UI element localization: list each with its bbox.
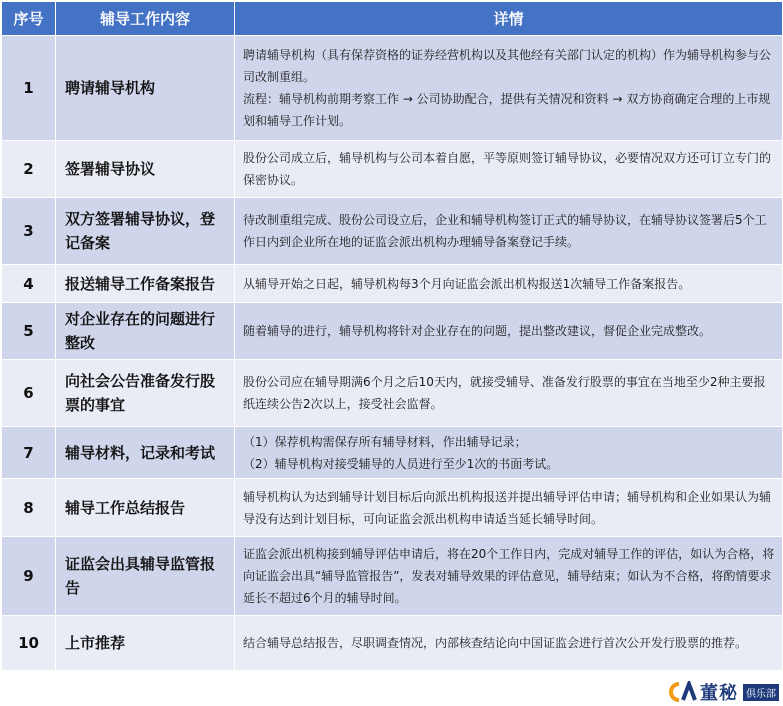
brand-logo xyxy=(667,680,779,704)
row-number: 2 xyxy=(2,141,56,198)
row-title: 辅导工作总结报告 xyxy=(56,479,235,537)
detail-paragraph: 股份公司成立后，辅导机构与公司本着自愿，平等原则签订辅导协议，必要情况双方还可订立专门的保密协议。 xyxy=(243,151,772,187)
table-row xyxy=(2,616,783,671)
row-title: 聘请辅导机构 xyxy=(56,36,235,141)
row-detail xyxy=(235,427,783,479)
table-row xyxy=(2,537,783,616)
header-num: 序号 xyxy=(2,2,56,36)
table-header-row xyxy=(2,2,783,36)
row-title: 上市推荐 xyxy=(56,616,235,671)
header-title: 辅导工作内容 xyxy=(56,2,235,36)
detail-paragraph: 随着辅导的进行，辅导机构将针对企业存在的问题，提出整改建议，督促企业完成整改。 xyxy=(243,324,712,338)
table-row xyxy=(2,198,783,265)
table-row xyxy=(2,265,783,303)
detail-paragraph: 股份公司应在辅导期满6个月之后10天内，就接受辅导、准备发行股票的事宜在当地至少2种主要报纸连续公告2次以上，接受社会监督。 xyxy=(243,375,766,411)
row-detail xyxy=(235,479,783,537)
row-number: 3 xyxy=(2,198,56,265)
row-detail xyxy=(235,36,783,141)
logo-text: 董秘 xyxy=(700,683,738,704)
detail-paragraph: 聘请辅导机构（具有保荐资格的证券经营机构以及其他经有关部门认定的机构）作为辅导机构参与公司改制重组。 xyxy=(243,48,772,84)
row-title: 双方签署辅导协议，登记备案 xyxy=(56,198,235,265)
row-detail xyxy=(235,265,783,303)
table-row xyxy=(2,360,783,427)
row-number: 4 xyxy=(2,265,56,303)
row-number: 7 xyxy=(2,427,56,479)
row-detail xyxy=(235,303,783,360)
detail-paragraph: 结合辅导总结报告，尽职调查情况，内部核查结论向中国证监会进行首次公开发行股票的推荐。 xyxy=(243,636,748,650)
row-number: 8 xyxy=(2,479,56,537)
detail-paragraph: 证监会派出机构接到辅导评估申请后，将在20个工作日内，完成对辅导工作的评估，如认为合格，将向证监会出具“辅导监管报告”，发表对辅导效果的评估意见，辅导结束；如认为不合格，将酌情要求延长不超过6个月的辅导时间。 xyxy=(243,547,775,605)
row-title: 报送辅导工作备案报告 xyxy=(56,265,235,303)
row-detail xyxy=(235,537,783,616)
table-row xyxy=(2,303,783,360)
row-number: 10 xyxy=(2,616,56,671)
table-row xyxy=(2,36,783,141)
table-row xyxy=(2,479,783,537)
row-title: 辅导材料，记录和考试 xyxy=(56,427,235,479)
logo-mark-icon xyxy=(667,681,697,703)
logo-box: 俱乐部 xyxy=(743,684,779,701)
row-title: 对企业存在的问题进行整改 xyxy=(56,303,235,360)
detail-paragraph: 辅导机构认为达到辅导计划目标后向派出机构报送并提出辅导评估申请；辅导机构和企业如果认为辅导没有达到计划目标，可向证监会派出机构申请适当延长辅导时间。 xyxy=(243,489,772,526)
detail-paragraph: （2）辅导机构对接受辅导的人员进行至少1次的书面考试。 xyxy=(243,456,559,471)
detail-paragraph: 待改制重组完成、股份公司设立后，企业和辅导机构签订正式的辅导协议，在辅导协议签署后5个工作日内到企业所在地的证监会派出机构办理辅导备案登记手续。 xyxy=(243,213,767,249)
table-body xyxy=(2,36,783,671)
table-row xyxy=(2,427,783,479)
table-row xyxy=(2,141,783,198)
row-number: 6 xyxy=(2,360,56,427)
row-number: 5 xyxy=(2,303,56,360)
row-detail xyxy=(235,616,783,671)
ipo-guidance-table xyxy=(1,1,783,671)
header-detail: 详情 xyxy=(235,2,783,36)
row-number: 1 xyxy=(2,36,56,141)
row-detail xyxy=(235,141,783,198)
row-detail xyxy=(235,360,783,427)
row-title: 证监会出具辅导监管报告 xyxy=(56,537,235,616)
detail-paragraph: （1）保荐机构需保存所有辅导材料，作出辅导记录； xyxy=(243,434,527,449)
row-detail xyxy=(235,198,783,265)
detail-paragraph: 流程：辅导机构前期考察工作 → 公司协助配合，提供有关情况和资料 → 双方协商确定合理的上市规划和辅导工作计划。 xyxy=(243,92,771,128)
row-title: 向社会公告准备发行股票的事宜 xyxy=(56,360,235,427)
detail-paragraph: 从辅导开始之日起，辅导机构每3个月向证监会派出机构报送1次辅导工作备案报告。 xyxy=(243,276,691,291)
row-number: 9 xyxy=(2,537,56,616)
row-title: 签署辅导协议 xyxy=(56,141,235,198)
